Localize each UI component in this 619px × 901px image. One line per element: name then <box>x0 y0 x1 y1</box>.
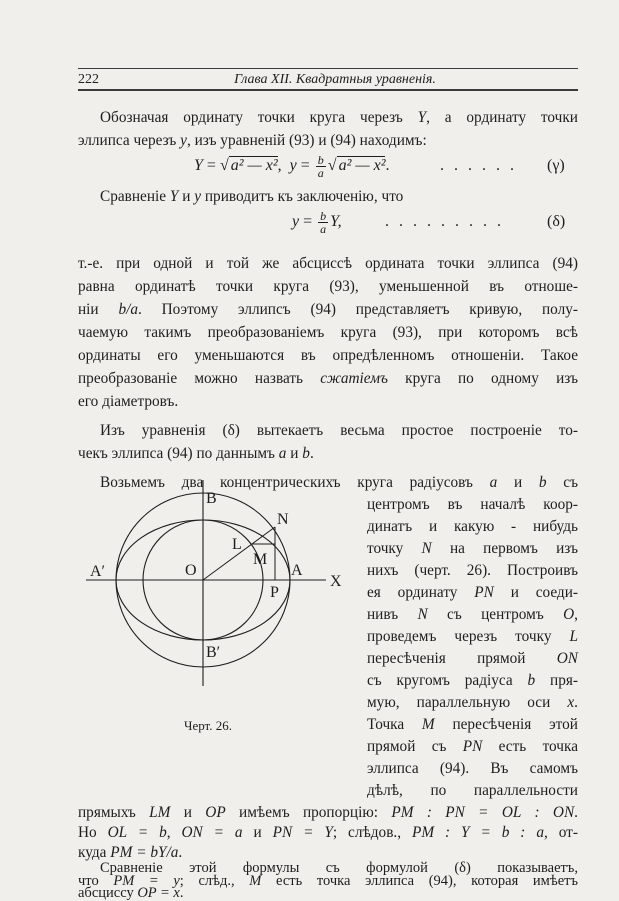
formula-delta <box>292 210 342 235</box>
math-var: b <box>527 672 536 689</box>
text: ; слѣдов., <box>332 824 412 841</box>
dot-leader: ...... <box>440 157 524 174</box>
text: прямой съ <box>367 738 463 755</box>
text-line: равна ординатѣ точки круга (93), уменьшенной въ отноше- <box>78 278 578 295</box>
math-expr: ON = a <box>181 824 243 841</box>
text: съ центромъ <box>427 606 564 623</box>
text-line <box>78 887 184 900</box>
math-var: M <box>421 716 435 733</box>
math-var: OP <box>205 804 226 821</box>
label-X: X <box>330 573 342 590</box>
text-line <box>367 693 578 712</box>
math-var: y <box>292 213 300 231</box>
page-number: 222 <box>78 72 99 87</box>
text: и <box>497 474 539 491</box>
text: есть точка <box>482 738 578 755</box>
text: проведемъ черезъ точку <box>367 628 570 645</box>
text: . <box>309 445 314 462</box>
text: есть точка эллипса (94), которая имѣетъ <box>261 873 578 889</box>
text-line <box>367 737 578 756</box>
label-A-prime: A′ <box>90 563 106 580</box>
text-line <box>78 823 578 842</box>
text: что <box>78 873 114 889</box>
text: , а ординату точки <box>426 109 578 126</box>
text: . <box>574 694 578 711</box>
text: съ <box>546 474 578 491</box>
header-top-rule <box>78 68 578 69</box>
text: , <box>166 824 182 841</box>
math-op: = <box>202 157 220 175</box>
text: Обозначая ординату точки круга черезъ <box>100 109 418 126</box>
text-line <box>367 649 578 668</box>
label-A: A <box>291 562 303 579</box>
text: Но <box>78 824 108 841</box>
denominator: a <box>317 166 324 180</box>
label-L: L <box>232 536 242 553</box>
numerator: b <box>320 209 327 223</box>
text: . <box>179 885 184 901</box>
math-var: y <box>180 132 187 149</box>
numerator: b <box>317 153 324 167</box>
formula-delta-leader <box>385 212 511 232</box>
text: . <box>574 804 578 821</box>
figure-26 <box>80 474 350 714</box>
text: , от- <box>543 824 578 841</box>
text: ; слѣд., <box>179 873 250 889</box>
text: и <box>178 188 195 205</box>
math-var: L <box>569 628 578 645</box>
formula-gamma-leader <box>440 156 524 176</box>
punctuation: . <box>385 157 390 175</box>
math-expr: OL = b <box>107 824 167 841</box>
text: пря- <box>535 672 578 689</box>
text: пересѣченія прямой <box>367 650 557 667</box>
text-line: чаемую такимъ преобразованіемъ круга (93), при которомъ всѣ <box>78 324 578 341</box>
math-var: x <box>567 694 575 711</box>
text: и соеди- <box>493 584 578 601</box>
math-var: Y, <box>330 213 342 231</box>
text: и <box>170 804 206 821</box>
text: ея ординату <box>367 584 475 601</box>
text-line: эллипса (94). Въ самомъ <box>367 760 578 777</box>
punctuation: , <box>277 157 282 175</box>
text: мую, параллельную оси <box>367 694 568 711</box>
text: эллипса черезъ <box>78 132 181 149</box>
text: пересѣченія этой <box>434 716 578 733</box>
text-line <box>78 369 578 388</box>
text: Точка <box>367 716 422 733</box>
denominator: a <box>320 222 327 236</box>
math-var: y <box>194 188 202 205</box>
text-line: дѣлѣ, по параллельности <box>367 782 578 799</box>
text: Сравненіе <box>100 188 170 205</box>
math-expr: PM = bY/a <box>110 844 179 861</box>
math-expr: PM : Y = b : a <box>412 824 544 841</box>
text-line <box>100 108 578 127</box>
text: съ кругомъ радіуса <box>367 672 528 689</box>
math-var: PN <box>462 738 483 755</box>
text-line: нихъ (черт. 26). Построивъ <box>367 562 578 579</box>
math-var: PN <box>474 584 494 601</box>
header-bottom-rule <box>78 89 578 91</box>
text: на первомъ изъ <box>431 540 578 557</box>
text-line <box>367 627 578 646</box>
text: прямыхъ <box>78 804 150 821</box>
math-op: = <box>296 157 314 175</box>
sqrt-body: a² — x² <box>230 157 278 175</box>
emphasis: сжатіемъ <box>320 370 388 387</box>
label-O: O <box>185 562 197 579</box>
label-P: P <box>270 584 279 601</box>
text-line <box>367 583 578 602</box>
text: . Поэтому эллипсъ (94) представляетъ кривую, полу- <box>137 301 578 318</box>
math-var: b/a <box>118 301 138 318</box>
math-var: N <box>421 540 432 557</box>
text: чекъ эллипса (94) по даннымъ <box>78 445 279 462</box>
text: куда <box>78 844 111 861</box>
text-line <box>367 715 578 734</box>
text: приводитъ къ заключенію, что <box>201 188 404 205</box>
text-line <box>78 131 578 150</box>
text: преобразованіе можно назвать <box>78 370 321 387</box>
math-op: = <box>299 213 317 231</box>
math-expr: PN = Y <box>272 824 333 841</box>
math-var: a <box>278 445 287 462</box>
label-B-prime: B′ <box>206 644 221 661</box>
label-M: M <box>253 551 268 568</box>
math-var: M <box>249 873 262 889</box>
formula-gamma <box>194 154 389 179</box>
label-B: B <box>206 490 217 507</box>
text-line: т.-е. при одной и той же абсциссѣ ордината точки эллипса (94) <box>78 255 578 272</box>
equation-tag-gamma: (γ) <box>547 157 565 174</box>
sqrt-sign: √ <box>327 157 337 175</box>
text-line <box>367 605 578 624</box>
running-header <box>78 71 578 88</box>
text-line <box>78 444 314 463</box>
math-expr: OP = x <box>137 885 180 901</box>
fraction <box>318 210 328 235</box>
text-line: Сравненіе этой формулы съ формулой (δ) показываетъ, <box>100 860 578 876</box>
text: и <box>242 824 273 841</box>
text: и <box>286 445 303 462</box>
text: круга по одному изъ <box>387 370 578 387</box>
text-line <box>367 671 578 690</box>
math-var: a <box>489 474 498 491</box>
math-var: O <box>563 606 575 623</box>
text-line: Изъ уравненія (δ) вытекаетъ весьма простое построеніе то- <box>100 422 578 439</box>
text: , <box>574 606 578 623</box>
text-line <box>78 300 578 319</box>
text-line: центромъ въ началѣ коор- <box>367 496 578 513</box>
sqrt-sign: √ <box>219 157 229 175</box>
math-var: ON <box>556 650 578 667</box>
math-var: LM <box>149 804 171 821</box>
text: , изъ уравненій (93) и (94) находимъ: <box>186 132 427 149</box>
text: нивъ <box>367 606 418 623</box>
math-var: Y <box>194 157 203 175</box>
text: точку <box>367 540 422 557</box>
text-line: динатъ и какую - нибудь <box>367 518 578 535</box>
running-head-title: Глава XII. Квадратныя уравненія. <box>234 72 436 87</box>
dot-leader: ......... <box>385 213 511 230</box>
math-var: N <box>417 606 428 623</box>
text: имѣемъ пропорцію: <box>225 804 392 821</box>
fraction <box>316 154 326 179</box>
label-N: N <box>277 511 289 528</box>
equation-tag-delta: (δ) <box>547 213 566 230</box>
text: абсциссу <box>78 885 138 901</box>
sqrt-body: a² — x² <box>338 157 386 175</box>
text-line <box>100 187 403 206</box>
text-line: его діаметровъ. <box>78 393 179 410</box>
math-var: b <box>302 445 310 462</box>
text: ніи <box>78 301 119 318</box>
math-var: Y <box>417 109 427 126</box>
math-expr: PM = y <box>113 873 180 889</box>
math-expr: PM : PN = OL : ON <box>391 804 575 821</box>
math-var: y <box>289 157 297 175</box>
text: Возьмемъ два концентрическихъ круга радіусовъ <box>100 474 490 491</box>
text-line <box>78 803 578 822</box>
math-var: b <box>538 474 547 491</box>
math-var: Y <box>169 188 179 205</box>
text-line: ординаты его уменьшаются въ опредѣленномъ отношеніи. Такое <box>78 347 578 364</box>
text: . <box>178 844 183 861</box>
figure-caption: Черт. 26. <box>184 718 233 733</box>
text-line <box>367 539 578 558</box>
